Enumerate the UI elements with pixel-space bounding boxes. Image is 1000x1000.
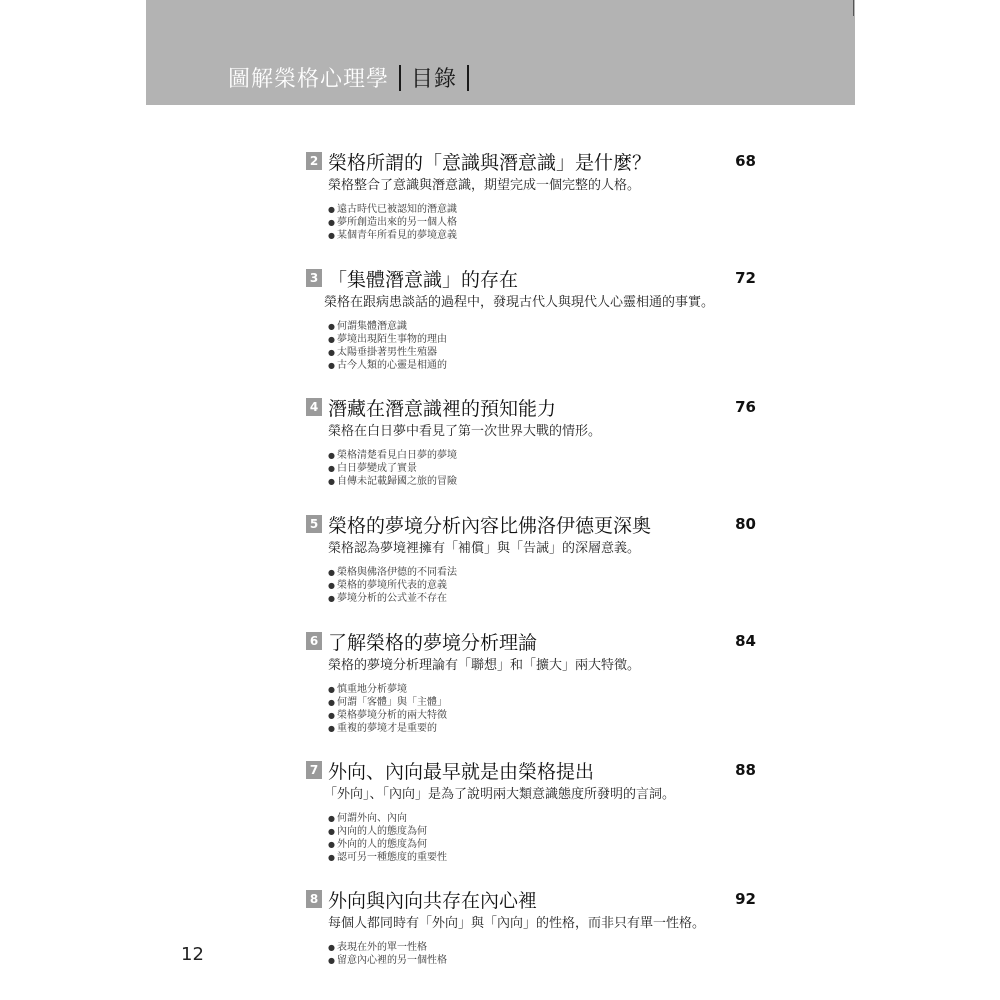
entry-subtitle: 榮格認為夢境裡擁有「補償」與「告誡」的深層意義。 [328,541,641,556]
bullet-item: ● 夢境出現陌生事物的理由 [328,333,756,346]
bullet-item: ● 自傳未記載歸國之旅的冒險 [328,475,756,488]
toc-entry[interactable] [306,393,756,510]
entry-subtitle: 榮格在跟病患談話的過程中，發現古代人與現代人心靈相通的事實。 [324,295,715,310]
entry-number: 8 [306,890,322,908]
bullet-item: ● 外向的人的態度為何 [328,838,756,851]
toc-entries [306,147,756,1000]
entry-subtitle: 榮格整合了意識與潛意識，期望完成一個完整的人格。 [328,178,641,193]
bullet-item: ● 表現在外的單一性格 [328,941,756,954]
bullet-item: ● 何謂集體潛意識 [328,320,756,333]
toc-entry[interactable] [306,264,756,393]
entry-bullets [328,566,756,605]
entry-number: 7 [306,761,322,779]
bullet-item: ● 榮格清楚看見白日夢的夢境 [328,449,756,462]
entry-bullets [328,320,756,372]
entry-number: 5 [306,515,322,533]
title-separator [399,65,401,91]
bullet-item: ● 古今人類的心靈是相通的 [328,359,756,372]
header-band [146,0,855,105]
entry-bullets [328,449,756,488]
entry-subtitle: 榮格在白日夢中看見了第一次世界大戰的情形。 [328,424,602,439]
entry-bullets [328,812,756,864]
entry-page: 72 [735,269,756,287]
bullet-item: ● 遠古時代已被認知的潛意識 [328,203,756,216]
bullet-item: ● 何謂外向、內向 [328,812,756,825]
entry-bullets [328,683,756,735]
bullet-item: ● 認可另一種態度的重要性 [328,851,756,864]
entry-title[interactable]: 榮格的夢境分析內容比佛洛伊德更深奧 [328,514,652,537]
bullet-item: ● 白日夢變成了實景 [328,462,756,475]
bullet-item: ● 榮格的夢境所代表的意義 [328,579,756,592]
bullet-item: ● 何謂「客體」與「主體」 [328,696,756,709]
bullet-item: ● 留意內心裡的另一個性格 [328,954,756,967]
crop-mark [853,0,854,16]
entry-title[interactable]: 外向與內向共存在內心裡 [328,889,538,912]
entry-number: 3 [306,269,322,287]
bullet-item: ● 夢境分析的公式並不存在 [328,592,756,605]
entry-bullets [328,941,756,967]
page-number: 12 [181,944,204,965]
entry-title[interactable]: 「集體潛意識」的存在 [328,268,519,291]
toc-entry[interactable] [306,510,756,627]
entry-bullets [328,203,756,242]
entry-subtitle: 每個人都同時有「外向」與「內向」的性格，而非只有單一性格。 [328,916,706,931]
entry-page: 80 [735,515,756,533]
bullet-item: ● 夢所創造出來的另一個人格 [328,216,756,229]
bullet-item: ● 某個青年所看見的夢境意義 [328,229,756,242]
entry-subtitle: 榮格的夢境分析理論有「聯想」和「擴大」兩大特徵。 [328,658,641,673]
bullet-item: ● 重複的夢境才是重要的 [328,722,756,735]
bullet-item: ● 榮格與佛洛伊德的不同看法 [328,566,756,579]
title-separator-end [467,65,469,91]
header-title [228,62,479,93]
entry-title[interactable]: 外向、內向最早就是由榮格提出 [328,760,595,783]
toc-entry[interactable] [306,756,756,885]
entry-number: 2 [306,152,322,170]
toc-entry[interactable] [306,147,756,264]
entry-title[interactable]: 潛藏在潛意識裡的預知能力 [328,397,557,420]
entry-title[interactable]: 榮格所謂的「意識與潛意識」是什麼？ [328,151,652,174]
entry-number: 6 [306,632,322,650]
toc-entry[interactable] [306,627,756,756]
entry-page: 84 [735,632,756,650]
section-label: 目錄 [411,67,458,92]
entry-page: 68 [735,152,756,170]
entry-number: 4 [306,398,322,416]
book-title: 圖解榮格心理學 [228,67,390,92]
bullet-item: ● 榮格夢境分析的兩大特徵 [328,709,756,722]
toc-entry[interactable] [306,885,756,1000]
entry-title[interactable]: 了解榮格的夢境分析理論 [328,631,538,654]
entry-page: 88 [735,761,756,779]
bullet-item: ● 太陽垂掛著男性生殖器 [328,346,756,359]
bullet-item: ● 內向的人的態度為何 [328,825,756,838]
entry-page: 76 [735,398,756,416]
entry-subtitle: 「外向」、「內向」是為了說明兩大類意識態度所發明的言詞。 [324,787,676,802]
bullet-item: ● 慎重地分析夢境 [328,683,756,696]
entry-page: 92 [735,890,756,908]
